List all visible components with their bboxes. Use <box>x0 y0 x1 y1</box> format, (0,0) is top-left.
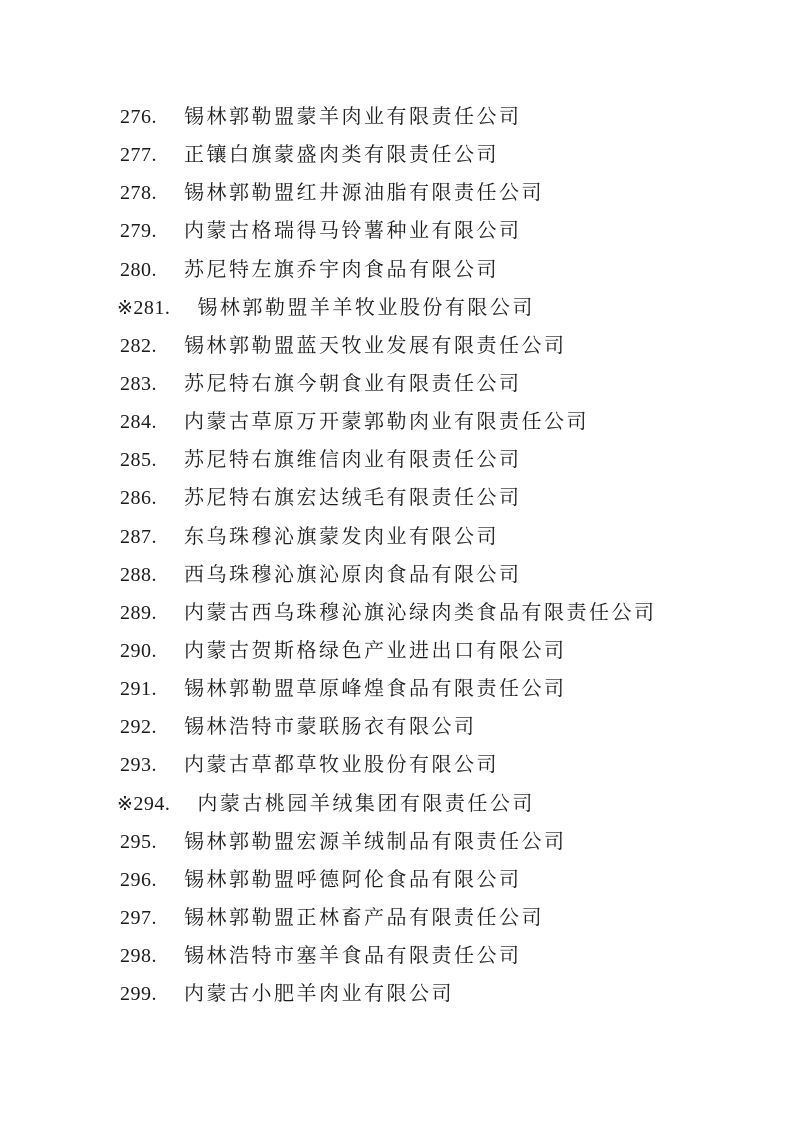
item-number-text: 281. <box>133 296 171 319</box>
company-name: 内蒙古小肥羊肉业有限公司 <box>184 983 454 1006</box>
item-number-text: 286. <box>120 487 157 510</box>
list-item <box>120 975 753 1013</box>
asterisk-marker: ※ <box>117 793 134 815</box>
company-name: 锡林浩特市蒙联肠衣有限公司 <box>184 716 477 739</box>
company-name: 锡林郭勒盟正林畜产品有限责任公司 <box>184 906 544 929</box>
item-number <box>120 594 157 632</box>
company-name: 苏尼特右旗今朝食业有限责任公司 <box>184 372 522 395</box>
company-name: 内蒙古贺斯格绿色产业进出口有限公司 <box>184 639 567 662</box>
list-item <box>120 327 753 365</box>
item-number <box>120 98 157 136</box>
list-item <box>120 746 753 784</box>
item-number-text: 278. <box>120 182 157 205</box>
list-item <box>120 479 753 517</box>
item-number <box>120 937 157 975</box>
item-number-text: 287. <box>120 525 157 548</box>
list-item <box>120 594 753 632</box>
item-number-text: 279. <box>120 220 157 243</box>
item-number <box>120 174 157 212</box>
item-number <box>120 823 157 861</box>
list-item <box>120 518 753 556</box>
item-number-text: 297. <box>120 906 157 929</box>
item-number <box>120 251 157 289</box>
asterisk-marker: ※ <box>117 297 134 319</box>
item-number <box>120 327 157 365</box>
item-number-text: 283. <box>120 372 157 395</box>
item-number-text: 292. <box>120 716 157 739</box>
company-name: 内蒙古桃园羊绒集团有限责任公司 <box>197 792 535 815</box>
list-item <box>120 937 753 975</box>
company-name: 锡林郭勒盟羊羊牧业股份有限公司 <box>197 296 535 319</box>
company-name: 苏尼特右旗维信肉业有限责任公司 <box>184 449 522 472</box>
item-number <box>120 212 157 250</box>
company-name: 锡林郭勒盟草原峰煌食品有限责任公司 <box>184 678 567 701</box>
item-number-text: 299. <box>120 983 157 1006</box>
item-number <box>120 708 157 746</box>
item-number-text: 291. <box>120 678 157 701</box>
item-number <box>120 861 157 899</box>
item-number-text: 288. <box>120 563 157 586</box>
item-number-text: 284. <box>120 411 157 434</box>
company-name: 内蒙古西乌珠穆沁旗沁绿肉类食品有限责任公司 <box>184 601 657 624</box>
item-number <box>120 632 157 670</box>
list-item <box>117 785 753 823</box>
item-number-text: 298. <box>120 945 157 968</box>
list-item <box>120 441 753 479</box>
company-name: 西乌珠穆沁旗沁原肉食品有限公司 <box>184 563 522 586</box>
list-item <box>120 212 753 250</box>
company-name: 内蒙古草原万开蒙郭勒肉业有限责任公司 <box>184 411 589 434</box>
list-item <box>120 861 753 899</box>
item-number-text: 293. <box>120 754 157 777</box>
item-number-text: 296. <box>120 868 157 891</box>
company-name: 正镶白旗蒙盛肉类有限责任公司 <box>184 144 499 167</box>
company-name: 内蒙古草都草牧业股份有限公司 <box>184 754 499 777</box>
company-name: 东乌珠穆沁旗蒙发肉业有限公司 <box>184 525 499 548</box>
item-number <box>120 403 157 441</box>
item-number-text: 289. <box>120 601 157 624</box>
item-number-text: 285. <box>120 449 157 472</box>
list-item <box>120 556 753 594</box>
list-item <box>120 98 753 136</box>
item-number <box>120 746 157 784</box>
item-number <box>120 136 157 174</box>
company-name: 锡林郭勒盟宏源羊绒制品有限责任公司 <box>184 830 567 853</box>
list-item <box>120 899 753 937</box>
item-number <box>120 556 157 594</box>
list-item <box>120 632 753 670</box>
item-number <box>120 479 157 517</box>
list-item <box>117 289 753 327</box>
list-item <box>120 251 753 289</box>
item-number-text: 280. <box>120 258 157 281</box>
company-list <box>117 98 753 1013</box>
company-name: 锡林郭勒盟红井源油脂有限责任公司 <box>184 182 544 205</box>
company-name: 锡林郭勒盟呼德阿伦食品有限公司 <box>184 868 522 891</box>
company-name: 苏尼特右旗宏达绒毛有限责任公司 <box>184 487 522 510</box>
list-item <box>120 403 753 441</box>
item-number-text: 277. <box>120 144 157 167</box>
item-number <box>117 785 171 824</box>
item-number-text: 290. <box>120 639 157 662</box>
item-number <box>120 899 157 937</box>
item-number-text: 295. <box>120 830 157 853</box>
list-item <box>120 823 753 861</box>
list-item <box>120 174 753 212</box>
company-name: 内蒙古格瑞得马铃薯种业有限公司 <box>184 220 522 243</box>
company-name: 苏尼特左旗乔宇肉食品有限公司 <box>184 258 499 281</box>
item-number <box>120 975 157 1013</box>
list-item <box>120 365 753 403</box>
list-item <box>120 136 753 174</box>
item-number-text: 282. <box>120 334 157 357</box>
item-number-text: 294. <box>133 792 171 815</box>
item-number <box>117 289 171 328</box>
company-name: 锡林郭勒盟蒙羊肉业有限责任公司 <box>184 106 522 128</box>
company-name: 锡林郭勒盟蓝天牧业发展有限责任公司 <box>184 334 567 357</box>
item-number <box>120 670 157 708</box>
item-number <box>120 365 157 403</box>
item-number-text: 276. <box>120 106 157 128</box>
list-item <box>120 708 753 746</box>
item-number <box>120 518 157 556</box>
item-number <box>120 441 157 479</box>
company-name: 锡林浩特市塞羊食品有限责任公司 <box>184 945 522 968</box>
list-item <box>120 670 753 708</box>
